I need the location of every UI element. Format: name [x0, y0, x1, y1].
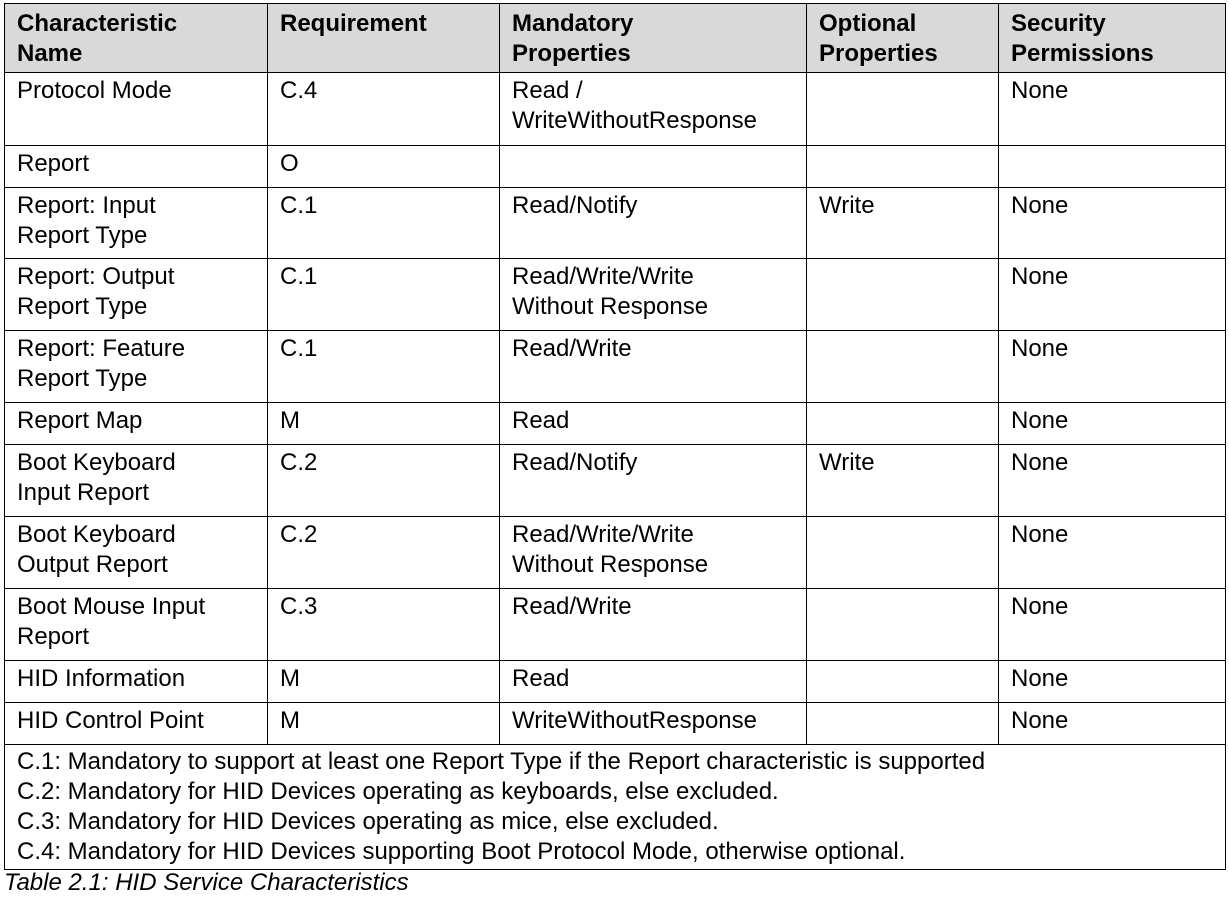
cell-requirement: [268, 259, 500, 331]
cell-text: C.2: [280, 521, 318, 548]
table-row: [5, 331, 1226, 403]
cell-text: C.2: [280, 449, 318, 476]
conditional-notes: [5, 745, 1226, 870]
cell-text-line: Boot Keyboard: [17, 521, 176, 548]
cell-text: None: [1011, 335, 1069, 362]
cell-requirement: [268, 73, 500, 146]
header-text-line: Permissions: [1011, 40, 1154, 67]
cell-text-line: Input Report: [17, 479, 150, 506]
header-requirement: [268, 4, 500, 73]
cell-text-line: Boot Keyboard: [17, 449, 176, 476]
table-row: [5, 403, 1226, 445]
note-line: C.4: Mandatory for HID Devices supporting Boot Protocol Mode, otherwise optional.: [17, 838, 906, 865]
table-row: [5, 146, 1226, 188]
cell-text-line: Without Response: [512, 293, 709, 320]
cell-text: C.3: [280, 593, 318, 620]
cell-text-line: Read/Write/Write: [512, 521, 694, 548]
cell-text: None: [1011, 593, 1069, 620]
cell-text: None: [1011, 665, 1069, 692]
cell-text-line: Read/Notify: [512, 192, 638, 219]
cell-text-line: WriteWithoutResponse: [512, 107, 757, 134]
cell-text: M: [280, 407, 300, 434]
header-characteristic-name: [5, 4, 268, 73]
cell-text-line: Report: Input: [17, 192, 156, 219]
cell-security-permissions: [999, 73, 1226, 146]
cell-text: C.1: [280, 192, 318, 219]
header-security-permissions: [999, 4, 1226, 73]
cell-text-line: Protocol Mode: [17, 77, 172, 104]
table-row: [5, 517, 1226, 589]
cell-mandatory-properties: [500, 445, 807, 517]
header-row: [5, 4, 1226, 73]
cell-security-permissions: [999, 403, 1226, 445]
cell-requirement: [268, 589, 500, 661]
cell-text: None: [1011, 263, 1069, 290]
cell-requirement: [268, 403, 500, 445]
cell-mandatory-properties: [500, 331, 807, 403]
cell-text-line: Report Map: [17, 407, 143, 434]
cell-text-line: Read/Write: [512, 335, 632, 362]
header-mandatory-properties: [500, 4, 807, 73]
cell-text-line: WriteWithoutResponse: [512, 707, 757, 734]
cell-text-line: Read: [512, 665, 570, 692]
table-row: [5, 259, 1226, 331]
cell-optional-properties: [807, 589, 999, 661]
cell-text: None: [1011, 449, 1069, 476]
cell-characteristic-name: [5, 445, 268, 517]
cell-text: Write: [819, 192, 875, 219]
cell-text-line: Report: [17, 150, 90, 177]
cell-mandatory-properties: [500, 661, 807, 703]
cell-text: None: [1011, 407, 1069, 434]
cell-text-line: Without Response: [512, 551, 709, 578]
cell-optional-properties: [807, 259, 999, 331]
note-line: C.2: Mandatory for HID Devices operating as keyboards, else excluded.: [17, 778, 779, 805]
cell-text: None: [1011, 192, 1069, 219]
table-row: [5, 188, 1226, 259]
cell-text: None: [1011, 77, 1069, 104]
header-text-line: Optional: [819, 10, 917, 37]
cell-mandatory-properties: [500, 73, 807, 146]
cell-characteristic-name: [5, 259, 268, 331]
cell-text-line: Output Report: [17, 551, 168, 578]
cell-optional-properties: [807, 73, 999, 146]
cell-requirement: [268, 188, 500, 259]
cell-text-line: Report: [17, 623, 90, 650]
cell-text-line: Report: Output: [17, 263, 175, 290]
header-optional-properties: [807, 4, 999, 73]
cell-security-permissions: [999, 589, 1226, 661]
notes-row: [5, 745, 1226, 870]
table-row: [5, 73, 1226, 146]
cell-text-line: HID Information: [17, 665, 186, 692]
cell-characteristic-name: [5, 517, 268, 589]
cell-optional-properties: [807, 661, 999, 703]
cell-mandatory-properties: [500, 259, 807, 331]
cell-mandatory-properties: [500, 589, 807, 661]
cell-text: C.1: [280, 263, 318, 290]
header-text-line: Name: [17, 40, 83, 67]
cell-text-line: Report Type: [17, 293, 148, 320]
cell-security-permissions: [999, 146, 1226, 188]
cell-text-line: Read: [512, 407, 570, 434]
cell-text: M: [280, 707, 300, 734]
header-text-line: Characteristic: [17, 10, 178, 37]
cell-characteristic-name: [5, 146, 268, 188]
cell-optional-properties: [807, 331, 999, 403]
cell-text: M: [280, 665, 300, 692]
cell-requirement: [268, 703, 500, 745]
table-row: [5, 589, 1226, 661]
cell-characteristic-name: [5, 589, 268, 661]
cell-text: None: [1011, 707, 1069, 734]
cell-text-line: Read/Write/Write: [512, 263, 694, 290]
cell-optional-properties: [807, 517, 999, 589]
cell-optional-properties: [807, 146, 999, 188]
cell-security-permissions: [999, 445, 1226, 517]
cell-text-line: Report Type: [17, 222, 148, 249]
cell-security-permissions: [999, 661, 1226, 703]
cell-text: C.4: [280, 77, 318, 104]
cell-characteristic-name: [5, 661, 268, 703]
header-text-line: Properties: [819, 40, 938, 67]
cell-optional-properties: [807, 188, 999, 259]
cell-security-permissions: [999, 517, 1226, 589]
cell-text-line: HID Control Point: [17, 707, 204, 734]
cell-optional-properties: [807, 403, 999, 445]
cell-mandatory-properties: [500, 146, 807, 188]
cell-text-line: Read/Notify: [512, 449, 638, 476]
table-caption: Table 2.1: HID Service Characteristics: [4, 869, 409, 896]
cell-optional-properties: [807, 703, 999, 745]
cell-requirement: [268, 517, 500, 589]
cell-mandatory-properties: [500, 703, 807, 745]
cell-requirement: [268, 661, 500, 703]
table-row: [5, 661, 1226, 703]
cell-text-line: Report Type: [17, 365, 148, 392]
cell-text: Write: [819, 449, 875, 476]
cell-text: C.1: [280, 335, 318, 362]
cell-text-line: Read/Write: [512, 593, 632, 620]
cell-requirement: [268, 146, 500, 188]
cell-characteristic-name: [5, 331, 268, 403]
header-text-line: Properties: [512, 40, 631, 67]
cell-text: O: [280, 150, 299, 177]
cell-characteristic-name: [5, 403, 268, 445]
note-line: C.1: Mandatory to support at least one Report Type if the Report characteristic is supported: [17, 748, 986, 775]
cell-requirement: [268, 445, 500, 517]
cell-mandatory-properties: [500, 188, 807, 259]
table-header: [5, 4, 1226, 73]
cell-security-permissions: [999, 259, 1226, 331]
cell-optional-properties: [807, 445, 999, 517]
header-text-line: Security: [1011, 10, 1106, 37]
cell-characteristic-name: [5, 73, 268, 146]
cell-mandatory-properties: [500, 403, 807, 445]
table-row: [5, 703, 1226, 745]
header-text-line: Mandatory: [512, 10, 634, 37]
cell-security-permissions: [999, 188, 1226, 259]
table-row: [5, 445, 1226, 517]
note-line: C.3: Mandatory for HID Devices operating as mice, else excluded.: [17, 808, 719, 835]
header-text-line: Requirement: [280, 10, 427, 37]
hid-characteristics-table: [4, 3, 1226, 870]
cell-security-permissions: [999, 703, 1226, 745]
cell-requirement: [268, 331, 500, 403]
cell-mandatory-properties: [500, 517, 807, 589]
cell-text-line: Read /: [512, 77, 583, 104]
cell-text: None: [1011, 521, 1069, 548]
cell-characteristic-name: [5, 703, 268, 745]
cell-text-line: Boot Mouse Input: [17, 593, 206, 620]
cell-text-line: Report: Feature: [17, 335, 186, 362]
cell-security-permissions: [999, 331, 1226, 403]
cell-characteristic-name: [5, 188, 268, 259]
table-body: [5, 73, 1226, 870]
